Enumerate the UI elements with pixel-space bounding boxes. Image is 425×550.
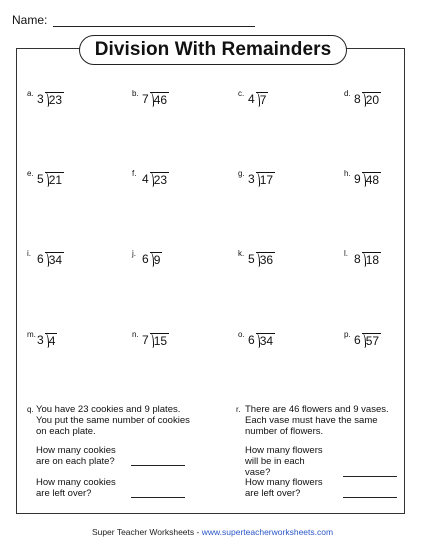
division-bracket: [354, 92, 381, 107]
word-problem-text: You have 23 cookies and 9 plates. You put the same number of cookies on each plate.: [36, 404, 190, 437]
divisor: 8: [354, 92, 361, 106]
dividend: 57: [362, 333, 381, 348]
divisor: 7: [142, 92, 149, 106]
title-text: Division With Remainders: [94, 39, 332, 60]
dividend: 15: [150, 333, 169, 348]
divisor: 5: [248, 252, 255, 266]
word-problem-label: r.: [236, 405, 241, 414]
answer-blank[interactable]: [131, 497, 185, 498]
division-bracket: [248, 333, 275, 348]
problem-label: l.: [344, 249, 348, 258]
name-label: Name:: [12, 13, 48, 27]
divisor: 3: [37, 92, 44, 106]
division-bracket: [354, 252, 381, 267]
division-bracket: [37, 333, 57, 348]
word-question-text: How many cookies are on each plate?: [36, 445, 116, 467]
divisor: 7: [142, 333, 149, 347]
divisor: 3: [248, 172, 255, 186]
division-bracket: [248, 92, 268, 107]
dividend: 4: [45, 333, 58, 348]
problem-label: k.: [238, 249, 245, 258]
divisor: 5: [37, 172, 44, 186]
divisor: 6: [37, 252, 44, 266]
problem-label: c.: [238, 89, 245, 98]
dividend: 46: [150, 92, 169, 107]
dividend: 34: [256, 333, 275, 348]
divisor: 3: [37, 333, 44, 347]
problem-label: n.: [132, 330, 139, 339]
footer: [0, 527, 425, 537]
word-problem-text: There are 46 flowers and 9 vases. Each vase must have the same number of flowers.: [245, 404, 389, 437]
dividend: 34: [45, 252, 64, 267]
division-bracket: [354, 172, 381, 187]
answer-blank[interactable]: [131, 465, 185, 466]
problem-label: f.: [132, 169, 137, 178]
division-bracket: [142, 252, 162, 267]
worksheet-title: [79, 35, 347, 65]
name-blank-line[interactable]: [53, 14, 255, 27]
division-bracket: [248, 252, 275, 267]
divisor: 4: [142, 172, 149, 186]
dividend: 23: [45, 92, 64, 107]
word-question-text: How many flowers will be in each vase?: [245, 445, 323, 478]
footer-brand: Super Teacher Worksheets: [91, 527, 195, 537]
problem-label: m.: [27, 330, 36, 339]
answer-blank[interactable]: [343, 497, 397, 498]
dividend: 23: [150, 172, 169, 187]
divisor: 6: [354, 333, 361, 347]
dividend: 21: [45, 172, 64, 187]
word-question-1: [36, 445, 206, 467]
dividend: 20: [362, 92, 381, 107]
word-problem-label: q.: [27, 405, 34, 414]
division-bracket: [354, 333, 381, 348]
division-bracket: [37, 252, 64, 267]
division-bracket: [37, 92, 64, 107]
divisor: 8: [354, 252, 361, 266]
name-field: [12, 13, 255, 27]
problem-label: h.: [344, 169, 351, 178]
word-question-text: How many flowers are left over?: [245, 477, 323, 499]
footer-separator: -: [194, 527, 202, 537]
word-question-1: [245, 445, 415, 478]
problem-label: j.: [132, 249, 136, 258]
divisor: 9: [354, 172, 361, 186]
problem-label: i.: [27, 249, 31, 258]
division-bracket: [142, 92, 169, 107]
problem-label: b.: [132, 89, 139, 98]
division-bracket: [37, 172, 64, 187]
divisor: 6: [248, 333, 255, 347]
dividend: 18: [362, 252, 381, 267]
dividend: 9: [150, 252, 163, 267]
problem-label: a.: [27, 89, 34, 98]
problem-label: o.: [238, 330, 245, 339]
dividend: 7: [256, 92, 269, 107]
problem-label: e.: [27, 169, 34, 178]
word-question-2: [245, 477, 415, 499]
dividend: 36: [256, 252, 275, 267]
dividend: 17: [256, 172, 275, 187]
word-question-text: How many cookies are left over?: [36, 477, 116, 499]
dividend: 48: [362, 172, 381, 187]
divisor: 6: [142, 252, 149, 266]
problem-label: p.: [344, 330, 351, 339]
word-question-2: [36, 477, 206, 499]
problem-label: d.: [344, 89, 351, 98]
division-bracket: [142, 172, 169, 187]
footer-link[interactable]: www.superteacherworksheets.com: [201, 527, 334, 537]
problem-label: g.: [238, 169, 245, 178]
division-bracket: [142, 333, 169, 348]
divisor: 4: [248, 92, 255, 106]
division-bracket: [248, 172, 275, 187]
